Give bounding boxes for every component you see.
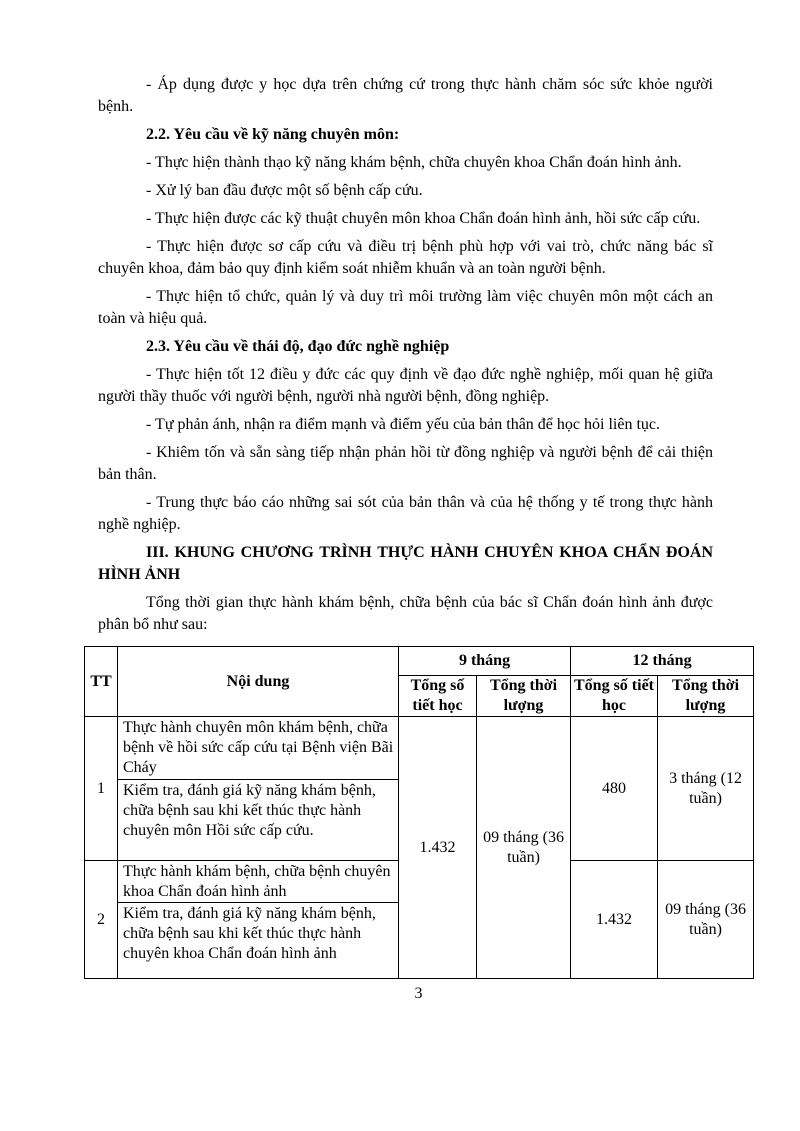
row1-tt: 1 [85, 717, 118, 861]
row2-12m-thoi-luong: 09 tháng (36 tuần) [658, 861, 754, 979]
9m-tiet-hoc-value: 1.432 [399, 717, 477, 979]
col-group-12-thang: 12 tháng [571, 647, 754, 676]
paragraph-humble-feedback: - Khiêm tốn và sẵn sàng tiếp nhận phản hồi từ đồng nghiệp và người bệnh để cải thiện bản thân. [98, 444, 713, 483]
col-header-noi-dung: Nội dung [118, 647, 399, 717]
paragraph-organization: - Thực hiện tổ chức, quản lý và duy trì môi trường làm việc chuyên môn một cách an toàn và hiệu quả. [98, 288, 713, 327]
col-header-tt: TT [85, 647, 118, 717]
paragraph-first-aid: - Thực hiện được sơ cấp cứu và điều trị bệnh phù hợp với vai trò, chức năng bác sĩ chuyên khoa, đảm bảo quy định kiểm soát nhiễm khuẩn và an toàn người bệnh. [98, 238, 713, 277]
row2-item1: Thực hành khám bệnh, chữa bệnh chuyên khoa Chẩn đoán hình ảnh [118, 861, 399, 903]
program-frame-table [84, 646, 754, 979]
paragraph-honest-report: - Trung thực báo cáo những sai sót của bản thân và của hệ thống y tế trong thực hành nghề nghiệp. [98, 494, 713, 533]
row2-item2: Kiểm tra, đánh giá kỹ năng khám bệnh, chữa bệnh sau khi kết thúc thực hành chuyên khoa Chẩn đoán hình ảnh [118, 903, 399, 979]
heading-2-3: 2.3. Yêu cầu về thái độ, đạo đức nghề nghiệp [146, 338, 450, 355]
heading-section-3: III. KHUNG CHƯƠNG TRÌNH THỰC HÀNH CHUYÊN KHOA CHẨN ĐOÁN HÌNH ẢNH [98, 544, 713, 583]
heading-2-2: 2.2. Yêu cầu về kỹ năng chuyên môn: [146, 126, 400, 143]
row1-12m-tiet-hoc: 480 [571, 717, 658, 861]
row1-item1: Thực hành chuyên môn khám bệnh, chữa bệnh về hồi sức cấp cứu tại Bệnh viện Bãi Cháy [118, 717, 399, 780]
paragraph-self-reflect: - Tự phản ánh, nhận ra điểm mạnh và điểm yếu của bản thân để học hỏi liên tục. [146, 416, 660, 433]
paragraph-technique: - Thực hiện được các kỹ thuật chuyên môn khoa Chẩn đoán hình ảnh, hồi sức cấp cứu. [146, 210, 701, 227]
table-row [85, 717, 754, 780]
paragraph-total-time-intro: Tổng thời gian thực hành khám bệnh, chữa bệnh của bác sĩ Chẩn đoán hình ảnh được phân bổ như sau: [98, 594, 713, 633]
paragraph-emergency-handling: - Xử lý ban đầu được một số bệnh cấp cứu. [146, 182, 423, 199]
body-text [98, 74, 713, 636]
paragraph-ethics-12: - Thực hiện tốt 12 điều y đức các quy định về đạo đức nghề nghiệp, mối quan hệ giữa người thầy thuốc với người bệnh, người nhà người bệnh, đồng nghiệp. [98, 366, 713, 405]
page-number: 3 [414, 985, 423, 1002]
col-header-12m-tiet-hoc: Tổng số tiết học [571, 676, 658, 717]
9m-thoi-luong-value: 09 tháng (36 tuần) [477, 717, 571, 979]
col-header-9m-tiet-hoc: Tổng số tiết học [399, 676, 477, 717]
row1-item2: Kiểm tra, đánh giá kỹ năng khám bệnh, chữa bệnh sau khi kết thúc thực hành chuyên môn Hồi sức cấp cứu. [118, 780, 399, 861]
row1-12m-thoi-luong: 3 tháng (12 tuần) [658, 717, 754, 861]
row2-tt: 2 [85, 861, 118, 979]
paragraph-skill-exam: - Thực hiện thành thạo kỹ năng khám bệnh, chữa chuyên khoa Chẩn đoán hình ảnh. [146, 154, 682, 171]
col-header-9m-thoi-luong: Tổng thời lượng [477, 676, 571, 717]
row2-12m-tiet-hoc: 1.432 [571, 861, 658, 979]
col-header-12m-thoi-luong: Tổng thời lượng [658, 676, 754, 717]
paragraph-apply-evidence: - Áp dụng được y học dựa trên chứng cứ trong thực hành chăm sóc sức khỏe người bệnh. [98, 76, 713, 115]
col-group-9-thang: 9 tháng [399, 647, 571, 676]
